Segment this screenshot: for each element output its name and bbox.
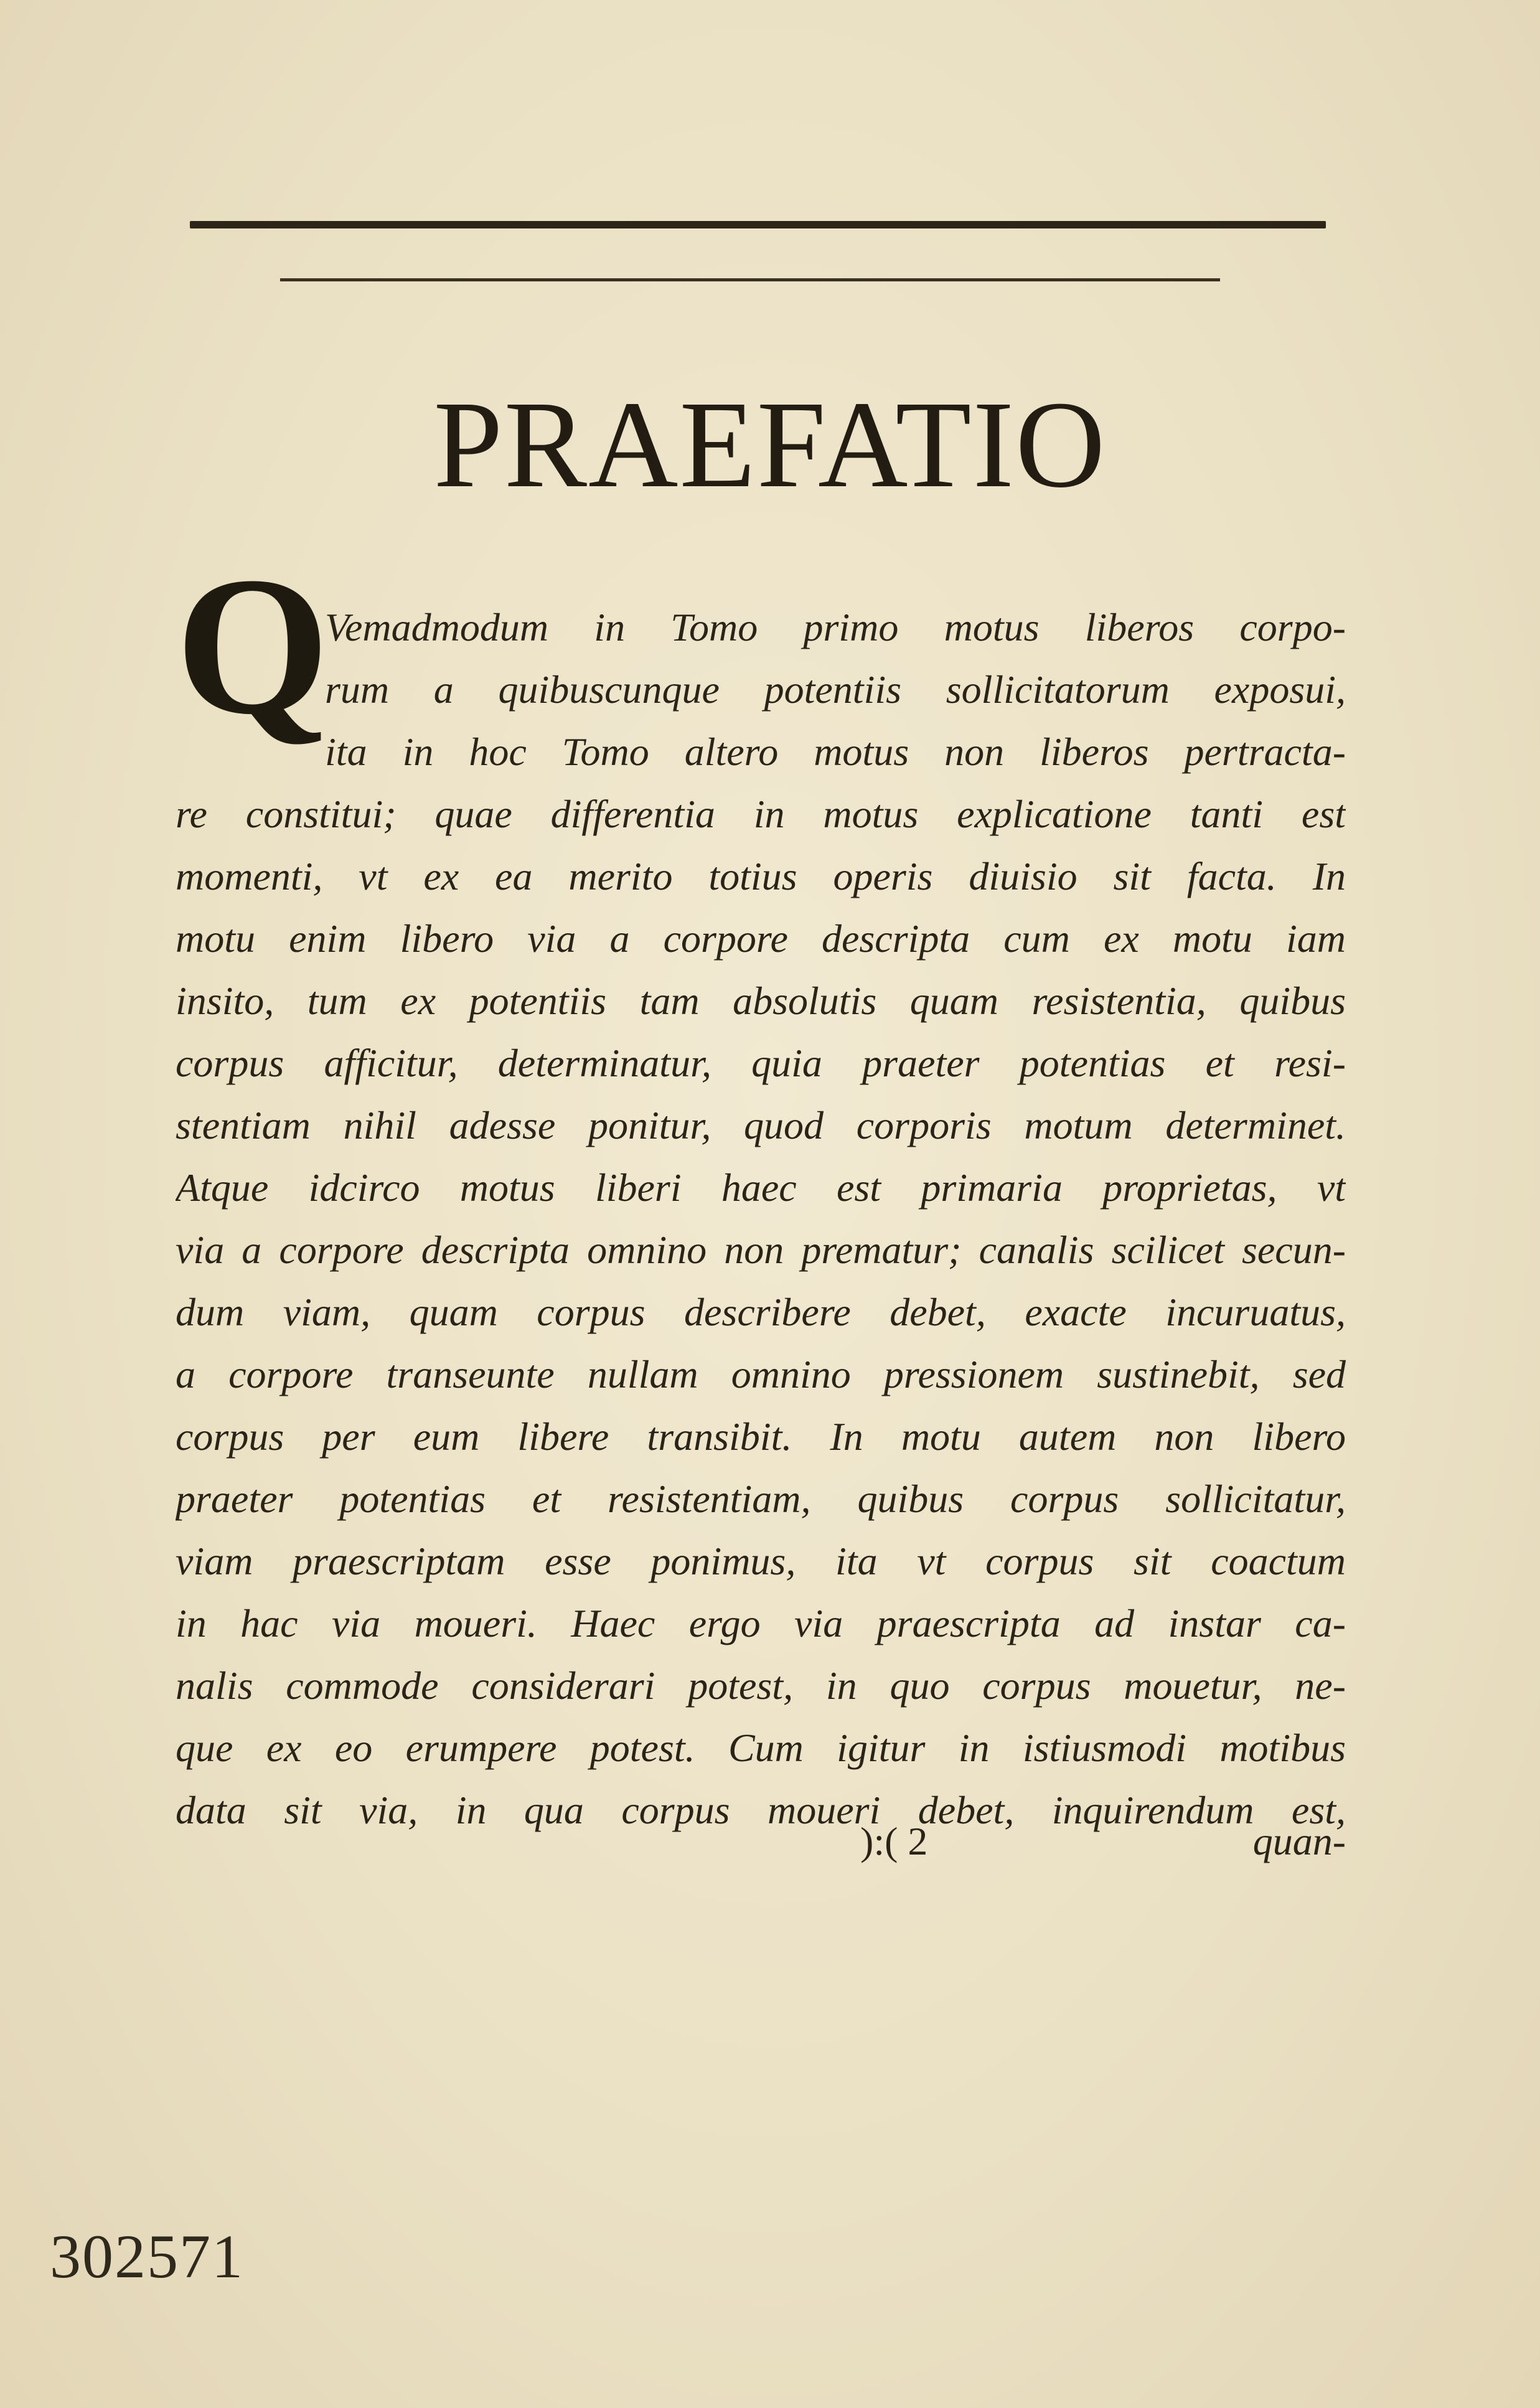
text-line: nalis commode considerari potest, in quo corpus mouetur, ne- (176, 1663, 1346, 1708)
text-line: momenti, vt ex ea merito totius operis diuisio sit facta. In (176, 854, 1346, 898)
preface-body (176, 596, 1346, 1841)
text-line: viam praescriptam esse ponimus, ita vt corpus sit coactum (176, 1539, 1346, 1583)
text-line: a corpore transeunte nullam omnino pressionem sustinebit, sed (176, 1352, 1346, 1396)
text-line: via a corpore descripta omnino non prematur; canalis scilicet secun- (176, 1228, 1346, 1272)
header-rule-thick (190, 221, 1326, 228)
text-line: praeter potentias et resistentiam, quibus corpus sollicitatur, (176, 1477, 1346, 1521)
page-title: PRAEFATIO (433, 376, 1107, 514)
text-line: que ex eo erumpere potest. Cum igitur in istiusmodi motibus (176, 1726, 1346, 1770)
text-line: motu enim libero via a corpore descripta cum ex motu iam (176, 916, 1346, 961)
page-footer (176, 1810, 1346, 1873)
text-line: data sit via, in qua corpus moueri debet, inquirendum est, (176, 1788, 1346, 1832)
text-line: in hac via moueri. Haec ergo via praescripta ad instar ca- (176, 1601, 1346, 1645)
text-line: Atque idcirco motus liberi haec est primaria proprietas, vt (176, 1165, 1346, 1210)
header-rule-thin (280, 278, 1220, 281)
signature-mark: ):( 2 (860, 1819, 928, 1863)
text-line: insito, tum ex potentiis tam absolutis quam resistentia, quibus (176, 979, 1346, 1023)
text-line: corpus per eum libere transibit. In motu autem non libero (176, 1414, 1346, 1459)
drop-cap: Q (176, 536, 330, 755)
text-line: ita in hoc Tomo altero motus non liberos pertracta- (325, 730, 1346, 774)
catchword: quan- (1252, 1819, 1346, 1863)
text-line: dum viam, quam corpus describere debet, exacte incuruatus, (176, 1290, 1346, 1334)
text-line: stentiam nihil adesse ponitur, quod corporis motum determinet. (176, 1103, 1346, 1147)
text-line: Vemadmodum in Tomo primo motus liberos corpo- (325, 605, 1346, 649)
text-line: corpus afficitur, determinatur, quia praeter potentias et resi- (176, 1041, 1346, 1085)
shelfmark-number: 302571 (50, 2222, 244, 2291)
text-line: re constitui; quae differentia in motus explicatione tanti est (176, 792, 1346, 836)
text-line: rum a quibuscunque potentiis sollicitatorum exposui, (325, 667, 1346, 712)
